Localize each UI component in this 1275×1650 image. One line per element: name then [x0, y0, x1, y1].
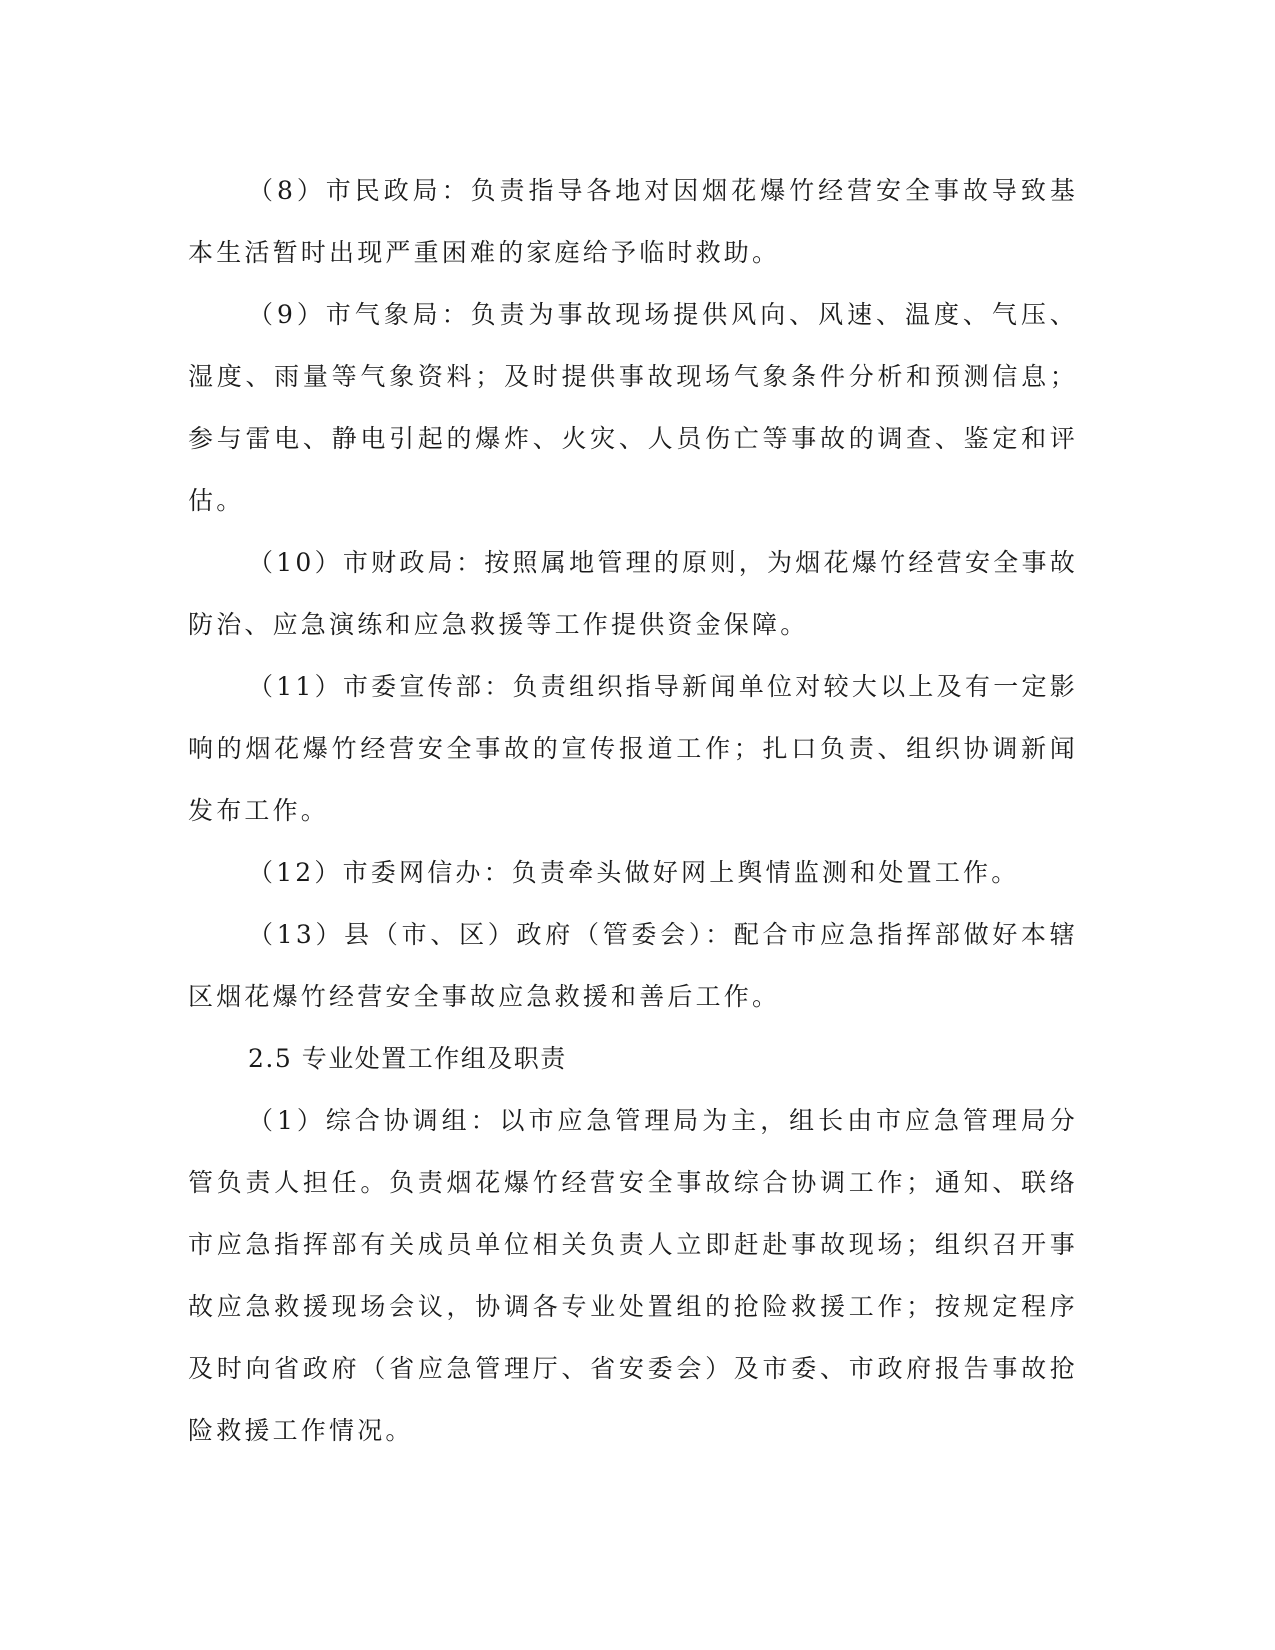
paragraph-finance: （10）市财政局：按照属地管理的原则，为烟花爆竹经营安全事故防治、应急演练和应急救援等工作提供资金保障。 [188, 548, 1078, 639]
paragraph-meteorology: （9）市气象局：负责为事故现场提供风向、风速、温度、气压、湿度、雨量等气象资料；及时提供事故现场气象条件分析和预测信息；参与雷电、静电引起的爆炸、火灾、人员伤亡等事故的调查、鉴定和评估。 [188, 300, 1078, 515]
paragraph-county-government: （13）县（市、区）政府（管委会）：配合市应急指挥部做好本辖区烟花爆竹经营安全事故应急救援和善后工作。 [188, 920, 1078, 1011]
paragraph-publicity: （11）市委宣传部：负责组织指导新闻单位对较大以上及有一定影响的烟花爆竹经营安全事故的宣传报道工作；扎口负责、组织协调新闻发布工作。 [188, 672, 1078, 825]
paragraph-coordination-group: （1）综合协调组：以市应急管理局为主，组长由市应急管理局分管负责人担任。负责烟花爆竹经营安全事故综合协调工作；通知、联络市应急指挥部有关成员单位相关负责人立即赶赴事故现场；组织召开事故应急救援现场会议，协调各专业处置组的抢险救援工作；按规定程序及时向省政府（省应急管理厅、省安委会）及市委、市政府报告事故抢险救援工作情况。 [188, 1106, 1078, 1445]
document-body [188, 160, 1078, 1462]
paragraph-civil-affairs: （8）市民政局：负责指导各地对因烟花爆竹经营安全事故导致基本生活暂时出现严重困难的家庭给予临时救助。 [188, 176, 1078, 267]
section-heading: 2.5 专业处置工作组及职责 [248, 1044, 567, 1073]
paragraph-cyberspace: （12）市委网信办：负责牵头做好网上舆情监测和处置工作。 [248, 858, 1020, 887]
